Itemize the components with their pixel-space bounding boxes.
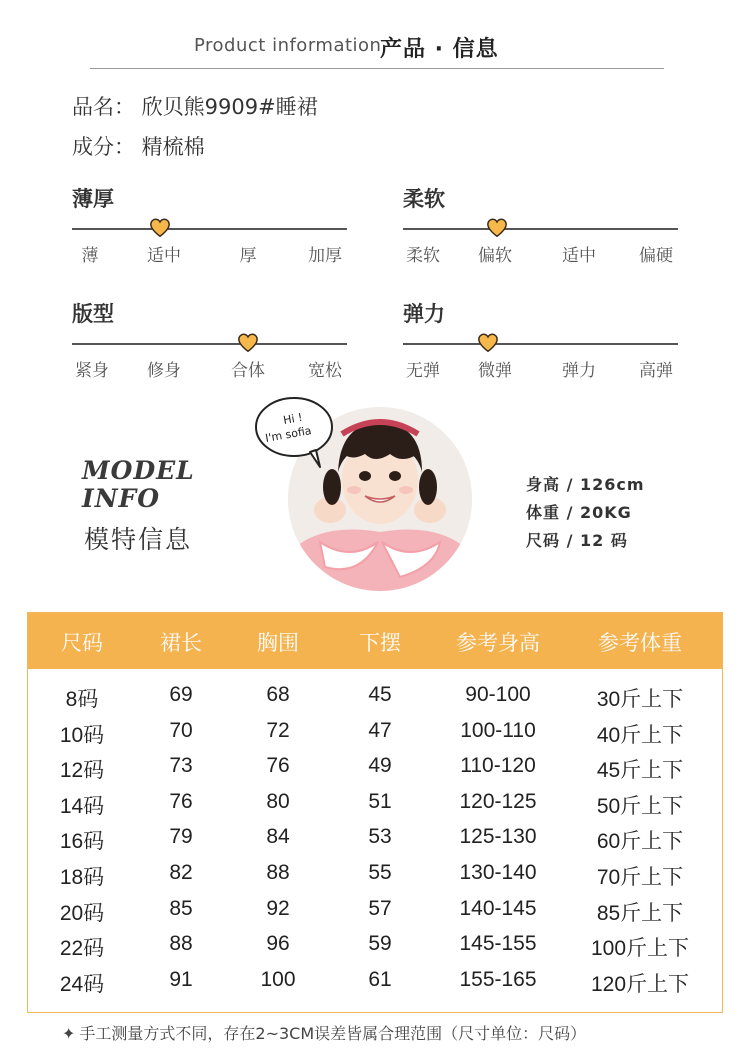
scale-track: [403, 228, 678, 230]
model-portrait: [250, 392, 480, 597]
column-header: 尺码: [61, 631, 103, 655]
thickness-scale: [72, 183, 347, 266]
table-cell: 53: [368, 825, 392, 849]
table-cell: 69: [169, 683, 193, 706]
table-header: [28, 613, 722, 669]
column-header: 下摆: [359, 631, 401, 655]
table-cell: 45: [368, 683, 392, 706]
model-title-cn: 模特信息: [84, 525, 193, 554]
scale-track: [72, 343, 347, 345]
scale-label: 适中: [562, 246, 596, 266]
heart-icon: [486, 217, 508, 239]
scale-label: 高弹: [639, 361, 673, 381]
scale-title: 版型: [72, 302, 114, 326]
model-size: 尺码 / 12 码: [526, 531, 628, 550]
table-cell: 100: [260, 967, 296, 991]
table-cell: 8码: [65, 688, 99, 711]
table-cell: 120-125: [459, 789, 537, 813]
scale-label: 加厚: [308, 246, 342, 266]
table-row: [28, 825, 722, 861]
elasticity-scale: [403, 298, 678, 381]
table-cell: 18码: [59, 866, 105, 889]
table-row: [28, 861, 722, 897]
model-weight: 体重 / 20KG: [526, 503, 632, 522]
table-row: [28, 932, 722, 968]
table-cell: 76: [169, 789, 193, 813]
table-cell: 125-130: [459, 825, 537, 849]
header-title-cn: 产品 · 信息: [380, 37, 499, 62]
table-cell: 100斤上下: [590, 937, 690, 961]
table-cell: 90-100: [465, 683, 531, 706]
column-header: 参考身高: [456, 631, 540, 655]
scale-label: 宽松: [308, 361, 342, 381]
table-cell: 12码: [59, 759, 105, 783]
table-cell: 88: [266, 861, 290, 884]
size-table: [27, 612, 723, 1013]
header-divider: [90, 68, 664, 69]
table-cell: 61: [368, 967, 392, 991]
table-cell: 155-165: [459, 967, 537, 991]
table-cell: 55: [368, 861, 392, 884]
heart-icon: [477, 332, 499, 354]
table-cell: 47: [368, 718, 392, 742]
scale-label: 紧身: [75, 361, 109, 381]
footnote-text: 手工测量方式不同，存在2~3CM误差皆属合理范围（尺寸单位：尺码）: [79, 1024, 587, 1043]
column-header: 胸围: [257, 631, 299, 655]
product-name: 品名： 欣贝熊9909#睡裙: [72, 95, 318, 119]
scale-label: 薄: [81, 246, 99, 266]
table-cell: 70: [169, 718, 193, 742]
table-cell: 145-155: [459, 932, 537, 956]
table-cell: 57: [368, 896, 392, 920]
table-cell: 50斤上下: [596, 794, 684, 818]
fit-scale: [72, 298, 347, 381]
scale-label: 偏软: [478, 246, 512, 266]
table-cell: 49: [368, 754, 392, 778]
table-cell: 10码: [59, 723, 105, 747]
table-cell: 84: [266, 825, 290, 849]
table-row: [28, 968, 722, 1004]
scale-title: 薄厚: [72, 187, 114, 211]
table-cell: 73: [169, 754, 193, 778]
scale-label: 无弹: [406, 361, 440, 381]
table-cell: 100-110: [460, 718, 536, 742]
scale-track: [403, 343, 678, 345]
table-cell: 110-120: [460, 754, 536, 778]
table-cell: 88: [169, 932, 193, 956]
model-title-en: MODEL: [82, 456, 195, 485]
footnote: [62, 1021, 586, 1044]
table-cell: 80: [266, 789, 290, 813]
table-cell: 20码: [59, 901, 105, 925]
bubble-text: I'm sofia: [264, 424, 313, 445]
scale-label: 偏硬: [639, 246, 673, 266]
scale-title: 弹力: [403, 302, 445, 326]
heart-icon: [237, 332, 259, 354]
table-row: [28, 719, 722, 755]
table-cell: 79: [169, 825, 193, 849]
scale-label: 合体: [231, 361, 265, 381]
table-cell: 72: [266, 718, 290, 742]
column-header: 参考体重: [598, 631, 682, 655]
softness-scale: [403, 183, 678, 266]
table-cell: 51: [368, 789, 392, 813]
table-cell: 30斤上下: [596, 688, 684, 711]
table-cell: 82: [169, 861, 193, 884]
scale-title: 柔软: [403, 187, 445, 211]
table-cell: 85斤上下: [596, 901, 684, 925]
table-row: [28, 683, 722, 719]
table-cell: 130-140: [459, 861, 537, 884]
scale-label: 适中: [147, 246, 181, 266]
table-cell: 68: [266, 683, 290, 706]
model-height: 身高 / 126cm: [526, 475, 645, 494]
column-header: 裙长: [160, 631, 202, 655]
table-cell: 120斤上下: [590, 972, 690, 996]
table-cell: 16码: [59, 830, 105, 854]
table-cell: 22码: [59, 937, 105, 961]
table-row: [28, 897, 722, 933]
table-cell: 24码: [59, 972, 105, 996]
model-title-en: INFO: [82, 484, 161, 513]
scale-label: 柔软: [406, 246, 440, 266]
table-row: [28, 754, 722, 790]
header-title-en: Product information: [194, 35, 382, 56]
table-cell: 85: [169, 896, 193, 920]
table-row: [28, 790, 722, 826]
scale-track: [72, 228, 347, 230]
table-cell: 96: [266, 932, 290, 956]
product-composition: 成分： 精梳棉: [72, 135, 205, 159]
scale-label: 微弹: [478, 361, 512, 381]
table-cell: 14码: [59, 794, 105, 818]
heart-icon: [149, 217, 171, 239]
table-cell: 59: [368, 932, 392, 956]
table-cell: 76: [266, 754, 290, 778]
table-cell: 60斤上下: [596, 830, 684, 854]
table-cell: 40斤上下: [596, 723, 684, 747]
scale-label: 厚: [239, 246, 257, 266]
table-cell: 70斤上下: [596, 866, 684, 889]
table-cell: 92: [266, 896, 290, 920]
table-cell: 140-145: [459, 896, 537, 920]
table-cell: 91: [169, 967, 193, 991]
scale-label: 修身: [147, 361, 181, 381]
star-icon: ✦: [62, 1024, 76, 1043]
table-cell: 45斤上下: [596, 759, 684, 783]
bubble-text: Hi !: [282, 410, 304, 427]
scale-label: 弹力: [562, 361, 596, 381]
